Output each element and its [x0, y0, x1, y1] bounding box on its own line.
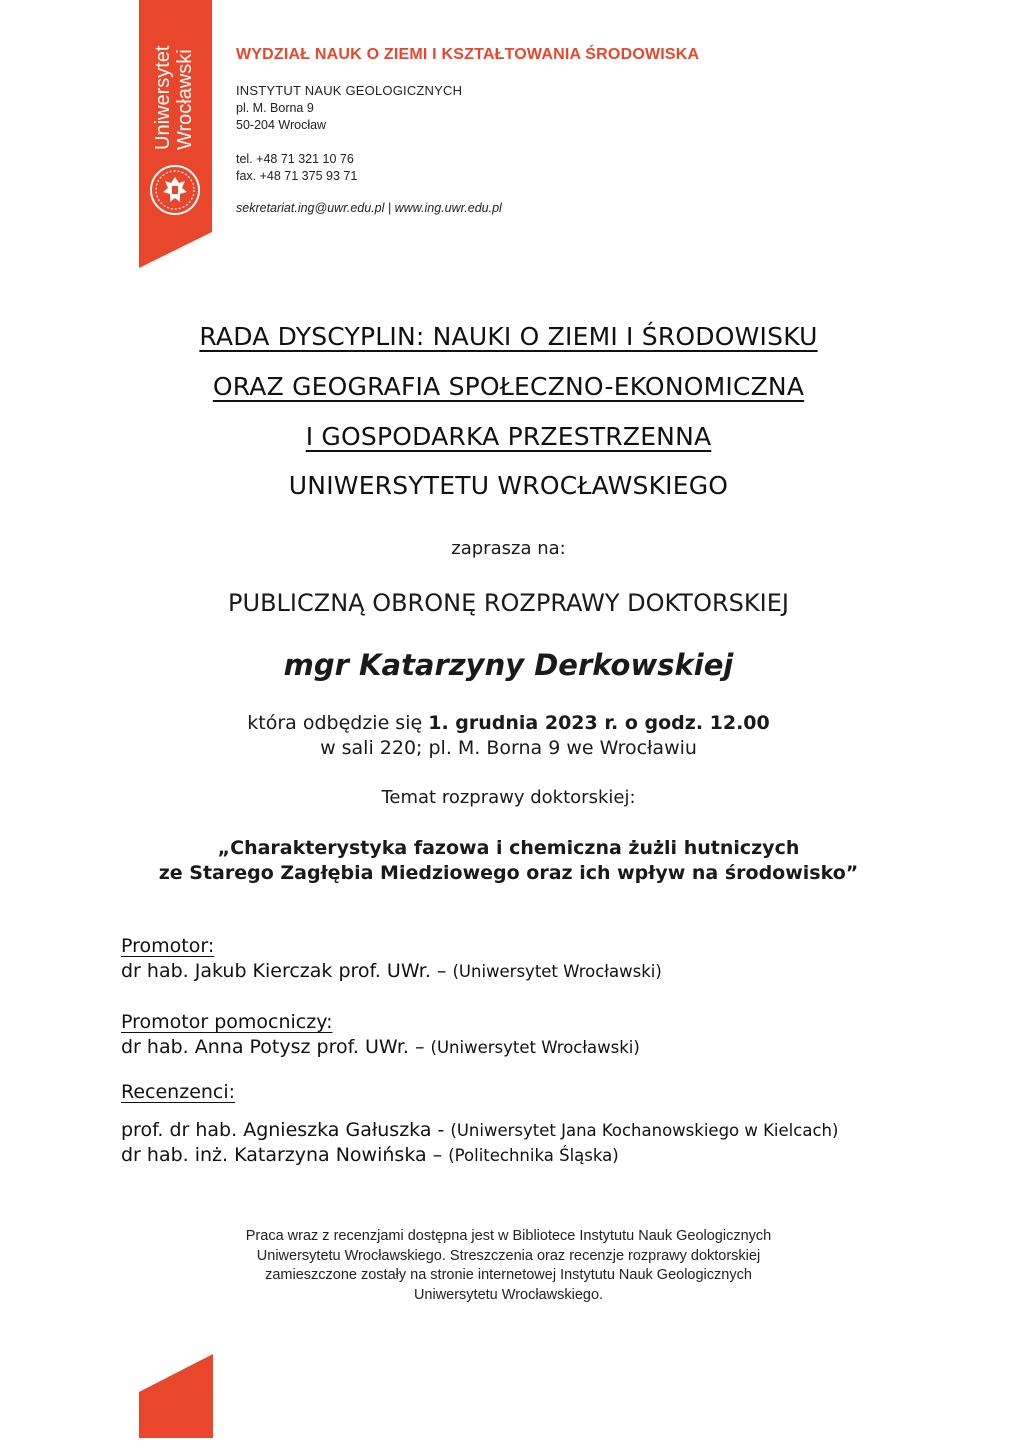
event-date: która odbędzie się 1. grudnia 2023 r. o godz. 12.00: [247, 712, 770, 734]
topic-line2: ze Starego Zagłębia Miedziowego oraz ich wpływ na środowisko”: [158, 862, 859, 884]
university-name-line1: Uniwersytet: [152, 45, 174, 150]
reviewers-heading: Recenzenci:: [121, 1081, 236, 1103]
university-name-line2: Wrocławski: [174, 49, 196, 150]
aux-promotor-affiliation: (Uniwersytet Wrocławski): [430, 1038, 640, 1057]
university-seal-icon: [149, 164, 201, 216]
institute-name: INSTYTUT NAUK GEOLOGICZNYCH: [236, 83, 463, 98]
reviewer-entry: [121, 1144, 619, 1166]
council-title-line4: UNIWERSYTETU WROCŁAWSKIEGO: [288, 471, 729, 500]
invites-text: zaprasza na:: [451, 538, 566, 559]
council-title-line3: I GOSPODARKA PRZESTRZENNA: [305, 422, 712, 451]
reviewer-affiliation: (Uniwersytet Jana Kochanowskiego w Kielcach): [450, 1121, 839, 1140]
reviewer-entry: [121, 1119, 838, 1141]
candidate-name: mgr Katarzyny Derkowskiej: [283, 648, 734, 682]
council-title-line2: ORAZ GEOGRAFIA SPOŁECZNO-EKONOMICZNA: [212, 372, 805, 401]
address-street: pl. M. Borna 9: [236, 101, 314, 115]
promotor-name: dr hab. Jakub Kierczak prof. UWr. –: [121, 960, 453, 982]
fax-number: fax. +48 71 375 93 71: [236, 169, 358, 183]
aux-promotor-name: dr hab. Anna Potysz prof. UWr. –: [121, 1036, 431, 1058]
event-title: PUBLICZNĄ OBRONĘ ROZPRAWY DOKTORSKIEJ: [228, 589, 789, 617]
availability-note: Praca wraz z recenzjami dostępna jest w Bibliotece Instytutu Nauk Geologicznych Uniwersytetu Wrocławskiego. Streszczenia oraz recenzje rozprawy doktorskiej zamieszczone zostały na stronie internetowej Instytutu Nauk Geologicznych Uniwersytetu Wrocławskiego.: [245, 1228, 772, 1303]
reviewer-name: dr hab. inż. Katarzyna Nowińska –: [121, 1144, 449, 1166]
phone-number: tel. +48 71 321 10 76: [236, 152, 354, 166]
letterhead: [236, 46, 699, 215]
council-title-line1: RADA DYSCYPLIN: NAUKI O ZIEMI I ŚRODOWISKU: [199, 322, 818, 351]
university-name: [152, 46, 196, 150]
corner-accent: [139, 1354, 213, 1442]
event-location: w sali 220; pl. M. Borna 9 we Wrocławiu: [320, 737, 697, 759]
email-and-website: sekretariat.ing@uwr.edu.pl | www.ing.uwr.edu.pl: [236, 201, 502, 215]
aux-promotor-heading: Promotor pomocniczy:: [121, 1011, 333, 1033]
promotor-affiliation: (Uniwersytet Wrocławski): [452, 962, 662, 981]
faculty-name: WYDZIAŁ NAUK O ZIEMI I KSZTAŁTOWANIA ŚRODOWISKA: [236, 46, 700, 63]
topic-line1: „Charakterystyka fazowa i chemiczna żużli hutniczych: [217, 837, 800, 859]
address: [236, 100, 699, 134]
reviewer-name: prof. dr hab. Agnieszka Gałuszka -: [121, 1119, 451, 1141]
reviewer-affiliation: (Politechnika Śląska): [448, 1146, 619, 1165]
topic-label: Temat rozprawy doktorskiej:: [381, 787, 636, 808]
event-date-value: 1. grudnia 2023 r. o godz. 12.00: [428, 712, 770, 734]
promotor-heading: Promotor:: [121, 935, 215, 957]
promotor-entry: [121, 960, 662, 982]
address-city: 50-204 Wrocław: [236, 118, 327, 132]
aux-promotor-entry: [121, 1036, 640, 1058]
contact-phones: [236, 151, 699, 185]
